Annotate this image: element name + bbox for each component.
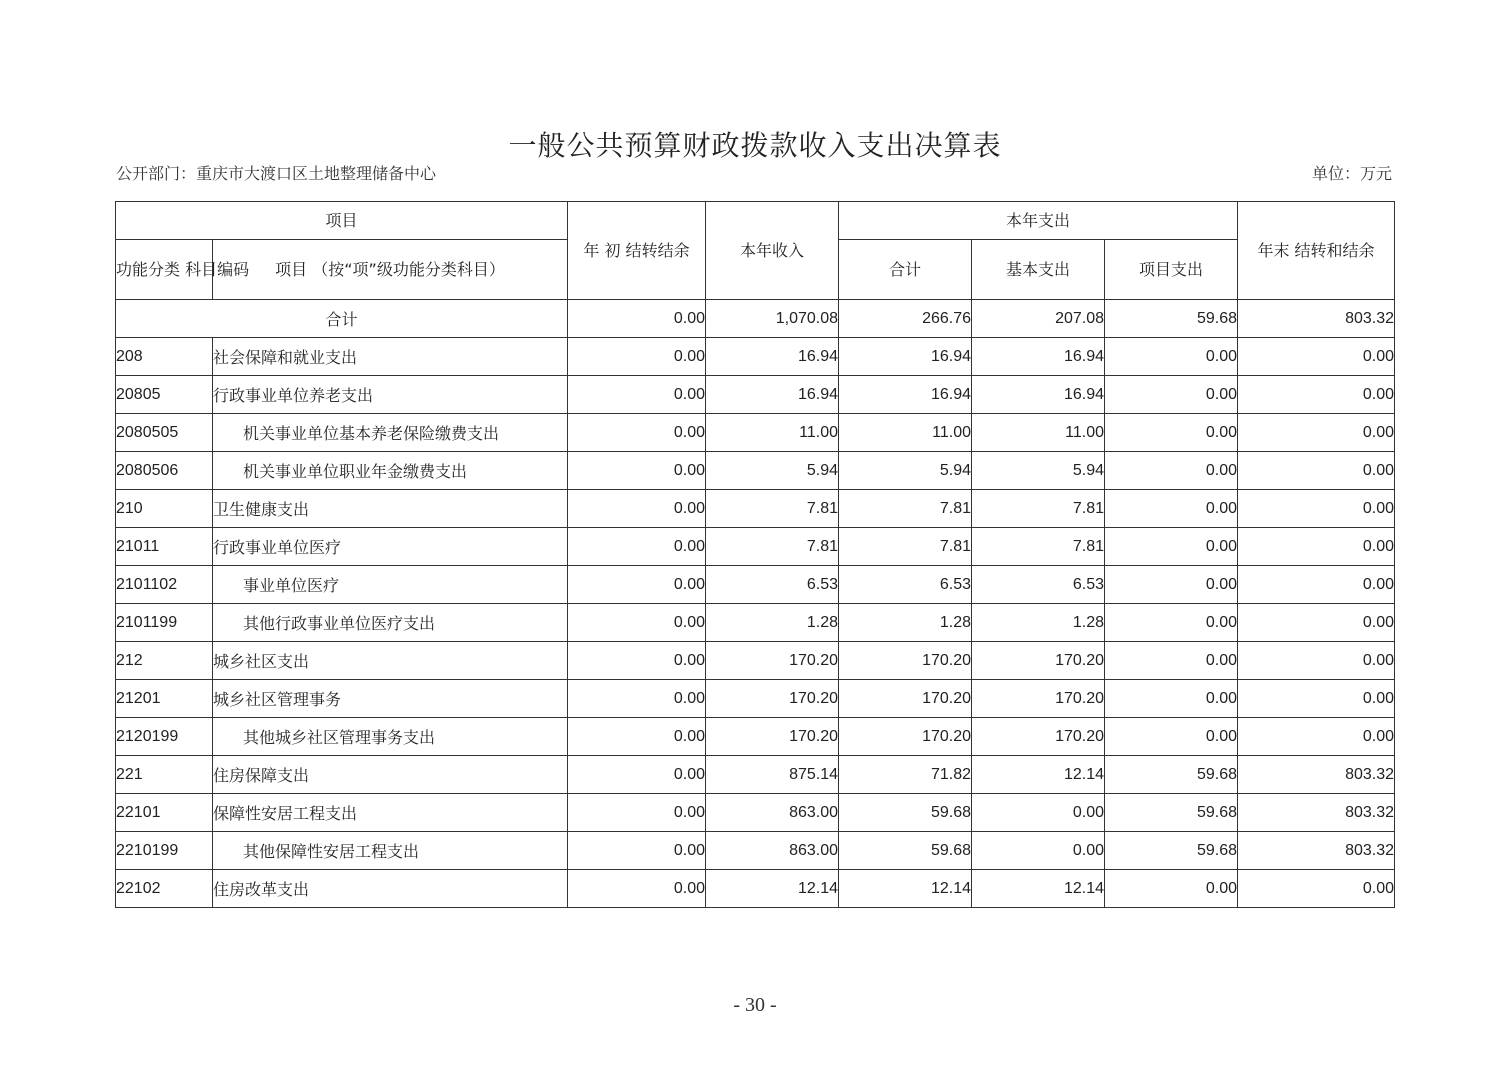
row-expense-total: 12.14 bbox=[839, 870, 972, 908]
row-income: 6.53 bbox=[706, 566, 839, 604]
row-expense-total: 16.94 bbox=[839, 338, 972, 376]
row-basic: 12.14 bbox=[972, 756, 1105, 794]
table-row bbox=[116, 718, 1395, 756]
row-closing: 0.00 bbox=[1238, 642, 1395, 680]
row-project: 0.00 bbox=[1105, 490, 1238, 528]
row-expense-total: 71.82 bbox=[839, 756, 972, 794]
row-basic: 16.94 bbox=[972, 376, 1105, 414]
row-expense-total: 11.00 bbox=[839, 414, 972, 452]
row-name: 其他保障性安居工程支出 bbox=[213, 832, 568, 870]
header-code: 功能分类 科目编码 bbox=[116, 240, 213, 300]
row-project: 59.68 bbox=[1105, 756, 1238, 794]
row-project: 0.00 bbox=[1105, 338, 1238, 376]
row-basic: 11.00 bbox=[972, 414, 1105, 452]
row-basic: 5.94 bbox=[972, 452, 1105, 490]
row-code: 22102 bbox=[116, 870, 213, 908]
row-income: 16.94 bbox=[706, 376, 839, 414]
row-closing: 0.00 bbox=[1238, 528, 1395, 566]
row-basic: 1.28 bbox=[972, 604, 1105, 642]
row-basic: 7.81 bbox=[972, 490, 1105, 528]
header-expense-total: 合计 bbox=[839, 240, 972, 300]
row-expense-total: 5.94 bbox=[839, 452, 972, 490]
row-opening: 0.00 bbox=[568, 718, 706, 756]
total-expense: 266.76 bbox=[839, 300, 972, 338]
row-project: 0.00 bbox=[1105, 452, 1238, 490]
table-row bbox=[116, 604, 1395, 642]
row-name: 行政事业单位养老支出 bbox=[213, 376, 568, 414]
total-income: 1,070.08 bbox=[706, 300, 839, 338]
row-name: 机关事业单位基本养老保险缴费支出 bbox=[213, 414, 568, 452]
header-opening-balance: 年 初 结转结余 bbox=[568, 202, 706, 300]
unit-label: 单位：万元 bbox=[1311, 164, 1392, 183]
row-name: 社会保障和就业支出 bbox=[213, 338, 568, 376]
row-basic: 0.00 bbox=[972, 832, 1105, 870]
row-code: 2210199 bbox=[116, 832, 213, 870]
row-name: 机关事业单位职业年金缴费支出 bbox=[213, 452, 568, 490]
row-income: 863.00 bbox=[706, 794, 839, 832]
row-closing: 0.00 bbox=[1238, 376, 1395, 414]
table-row bbox=[116, 870, 1395, 908]
row-code: 21201 bbox=[116, 680, 213, 718]
row-expense-total: 7.81 bbox=[839, 528, 972, 566]
row-basic: 6.53 bbox=[972, 566, 1105, 604]
row-basic: 7.81 bbox=[972, 528, 1105, 566]
row-income: 1.28 bbox=[706, 604, 839, 642]
row-expense-total: 59.68 bbox=[839, 832, 972, 870]
row-code: 2101199 bbox=[116, 604, 213, 642]
row-project: 0.00 bbox=[1105, 680, 1238, 718]
row-code: 2080506 bbox=[116, 452, 213, 490]
row-opening: 0.00 bbox=[568, 566, 706, 604]
header-annual-income: 本年收入 bbox=[706, 202, 839, 300]
row-project: 0.00 bbox=[1105, 566, 1238, 604]
row-code: 210 bbox=[116, 490, 213, 528]
row-opening: 0.00 bbox=[568, 414, 706, 452]
row-income: 16.94 bbox=[706, 338, 839, 376]
row-closing: 803.32 bbox=[1238, 832, 1395, 870]
row-opening: 0.00 bbox=[568, 604, 706, 642]
row-expense-total: 16.94 bbox=[839, 376, 972, 414]
total-row bbox=[116, 300, 1395, 338]
row-code: 212 bbox=[116, 642, 213, 680]
row-closing: 0.00 bbox=[1238, 870, 1395, 908]
row-project: 0.00 bbox=[1105, 528, 1238, 566]
header-basic-expense: 基本支出 bbox=[972, 240, 1105, 300]
table-row bbox=[116, 642, 1395, 680]
table-row bbox=[116, 490, 1395, 528]
total-basic: 207.08 bbox=[972, 300, 1105, 338]
row-expense-total: 7.81 bbox=[839, 490, 972, 528]
table-row bbox=[116, 414, 1395, 452]
row-project: 0.00 bbox=[1105, 414, 1238, 452]
row-expense-total: 6.53 bbox=[839, 566, 972, 604]
table-row bbox=[116, 680, 1395, 718]
row-code: 2120199 bbox=[116, 718, 213, 756]
row-income: 11.00 bbox=[706, 414, 839, 452]
row-closing: 0.00 bbox=[1238, 452, 1395, 490]
row-opening: 0.00 bbox=[568, 490, 706, 528]
row-income: 5.94 bbox=[706, 452, 839, 490]
table-row bbox=[116, 794, 1395, 832]
row-name: 住房改革支出 bbox=[213, 870, 568, 908]
row-income: 875.14 bbox=[706, 756, 839, 794]
header-item: 项目 （按“项”级功能分类科目） bbox=[213, 240, 568, 300]
row-income: 12.14 bbox=[706, 870, 839, 908]
page-title: 一般公共预算财政拨款收入支出决算表 bbox=[508, 129, 1002, 162]
total-closing: 803.32 bbox=[1238, 300, 1395, 338]
row-code: 21011 bbox=[116, 528, 213, 566]
row-basic: 16.94 bbox=[972, 338, 1105, 376]
header-item-group: 项目 bbox=[116, 202, 568, 240]
row-basic: 170.20 bbox=[972, 680, 1105, 718]
table-row bbox=[116, 566, 1395, 604]
row-closing: 0.00 bbox=[1238, 338, 1395, 376]
row-closing: 0.00 bbox=[1238, 604, 1395, 642]
row-code: 221 bbox=[116, 756, 213, 794]
table-row bbox=[116, 832, 1395, 870]
row-closing: 0.00 bbox=[1238, 414, 1395, 452]
department-label: 公开部门：重庆市大渡口区土地整理储备中心 bbox=[116, 164, 437, 183]
header-annual-expense: 本年支出 bbox=[839, 202, 1238, 240]
row-name: 住房保障支出 bbox=[213, 756, 568, 794]
row-name: 行政事业单位医疗 bbox=[213, 528, 568, 566]
row-income: 170.20 bbox=[706, 680, 839, 718]
page-number: - 30 - bbox=[733, 994, 777, 1016]
row-name: 城乡社区管理事务 bbox=[213, 680, 568, 718]
row-opening: 0.00 bbox=[568, 832, 706, 870]
row-expense-total: 170.20 bbox=[839, 718, 972, 756]
row-income: 7.81 bbox=[706, 490, 839, 528]
row-income: 170.20 bbox=[706, 718, 839, 756]
row-opening: 0.00 bbox=[568, 338, 706, 376]
row-basic: 170.20 bbox=[972, 642, 1105, 680]
row-project: 0.00 bbox=[1105, 870, 1238, 908]
row-closing: 803.32 bbox=[1238, 794, 1395, 832]
row-opening: 0.00 bbox=[568, 642, 706, 680]
row-name: 城乡社区支出 bbox=[213, 642, 568, 680]
row-project: 59.68 bbox=[1105, 794, 1238, 832]
total-project: 59.68 bbox=[1105, 300, 1238, 338]
row-name: 卫生健康支出 bbox=[213, 490, 568, 528]
header-project-expense: 项目支出 bbox=[1105, 240, 1238, 300]
row-closing: 0.00 bbox=[1238, 680, 1395, 718]
row-name: 事业单位医疗 bbox=[213, 566, 568, 604]
row-project: 0.00 bbox=[1105, 642, 1238, 680]
row-opening: 0.00 bbox=[568, 376, 706, 414]
row-closing: 803.32 bbox=[1238, 756, 1395, 794]
row-basic: 12.14 bbox=[972, 870, 1105, 908]
row-project: 0.00 bbox=[1105, 604, 1238, 642]
row-expense-total: 1.28 bbox=[839, 604, 972, 642]
total-opening: 0.00 bbox=[568, 300, 706, 338]
row-opening: 0.00 bbox=[568, 756, 706, 794]
row-basic: 0.00 bbox=[972, 794, 1105, 832]
row-code: 20805 bbox=[116, 376, 213, 414]
row-code: 208 bbox=[116, 338, 213, 376]
row-name: 其他行政事业单位医疗支出 bbox=[213, 604, 568, 642]
row-name: 保障性安居工程支出 bbox=[213, 794, 568, 832]
row-project: 59.68 bbox=[1105, 832, 1238, 870]
table-row bbox=[116, 528, 1395, 566]
total-label: 合计 bbox=[116, 300, 568, 338]
row-opening: 0.00 bbox=[568, 528, 706, 566]
table-row bbox=[116, 756, 1395, 794]
row-project: 0.00 bbox=[1105, 376, 1238, 414]
row-expense-total: 59.68 bbox=[839, 794, 972, 832]
row-closing: 0.00 bbox=[1238, 566, 1395, 604]
table-row bbox=[116, 376, 1395, 414]
table-row bbox=[116, 452, 1395, 490]
row-code: 2101102 bbox=[116, 566, 213, 604]
row-closing: 0.00 bbox=[1238, 490, 1395, 528]
row-opening: 0.00 bbox=[568, 794, 706, 832]
row-expense-total: 170.20 bbox=[839, 680, 972, 718]
row-name: 其他城乡社区管理事务支出 bbox=[213, 718, 568, 756]
row-code: 22101 bbox=[116, 794, 213, 832]
table-row bbox=[116, 338, 1395, 376]
header-closing-balance: 年末 结转和结余 bbox=[1238, 202, 1395, 300]
row-income: 170.20 bbox=[706, 642, 839, 680]
row-basic: 170.20 bbox=[972, 718, 1105, 756]
row-expense-total: 170.20 bbox=[839, 642, 972, 680]
row-income: 7.81 bbox=[706, 528, 839, 566]
row-closing: 0.00 bbox=[1238, 718, 1395, 756]
row-income: 863.00 bbox=[706, 832, 839, 870]
row-project: 0.00 bbox=[1105, 718, 1238, 756]
row-code: 2080505 bbox=[116, 414, 213, 452]
budget-table bbox=[115, 201, 1395, 908]
row-opening: 0.00 bbox=[568, 870, 706, 908]
row-opening: 0.00 bbox=[568, 452, 706, 490]
row-opening: 0.00 bbox=[568, 680, 706, 718]
